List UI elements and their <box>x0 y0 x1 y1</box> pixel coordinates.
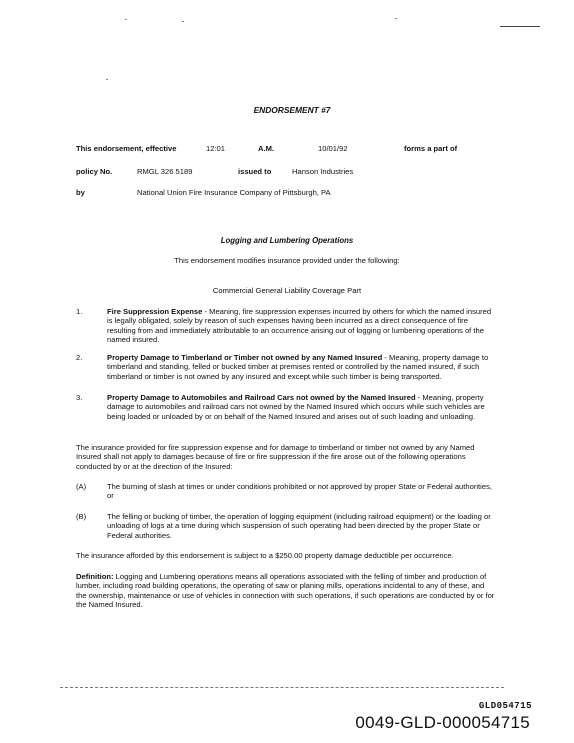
item-text: - Meaning, fire suppression expenses incurred by others for which the named insured is legally obligated, solely by reason of such expenses having been incurred as a direct consequence of fire resulting from and immediately attributable to an occurrence arising out of logging or lumbering operations of the named insured. <box>107 307 492 345</box>
item-timberland-damage <box>107 353 497 381</box>
item-automobile-damage <box>107 393 497 421</box>
definition-label: Definition: <box>76 572 114 581</box>
item-fire-suppression <box>107 307 497 345</box>
effective-label: This endorsement, effective <box>76 144 177 153</box>
item-heading: Property Damage to Automobiles and Railroad Cars not owned by the Named Insured <box>107 393 416 402</box>
scan-speck <box>125 19 127 20</box>
forms-part-label: forms a part of <box>404 144 458 153</box>
policy-number: RMGL 326 5189 <box>137 167 193 176</box>
scan-speck <box>106 79 108 80</box>
item-heading: Fire Suppression Expense <box>107 307 203 316</box>
item-number: 2. <box>76 353 83 362</box>
deductible-paragraph: The insurance afforded by this endorsement is subject to a $250.00 property damage deductible per occurrence. <box>76 551 454 560</box>
item-text: - Meaning, property damage to timberland and standing, felled or bucked timber at premises rented or controlled by the named insured, if such timberland or timber is not owned by any insured and except while such timber is being transported. <box>107 353 489 381</box>
scan-speck <box>395 18 397 19</box>
insurance-exclusion-paragraph: The insurance provided for fire suppression expense and for damage to timberland or timber not owned by any Named Insured shall not apply to damages because of fire or fire suppression if the fire arose out of the following operations conducted by or at the direction of the Insured: <box>76 443 475 471</box>
item-number: 3. <box>76 393 83 402</box>
subitem-label: (B) <box>76 512 87 521</box>
policy-label: policy No. <box>76 167 113 176</box>
coverage-part: Commercial General Liability Coverage Part <box>212 286 362 295</box>
definition-paragraph <box>76 572 496 610</box>
issued-to-label: issued to <box>238 167 272 176</box>
item-text: - Meaning, property damage to automobiles and railroad cars not owned by the Named Insured which occurs while such vehicles are being loaded or unloaded by or on behalf of the Named Insured and arises out of such loading and unloading. <box>107 393 485 421</box>
bates-stamp-small: GLD054715 <box>478 701 532 711</box>
section-title: Logging and Lumbering Operations <box>220 236 354 245</box>
effective-date: 10/01/92 <box>318 144 348 153</box>
top-edge-mark <box>500 26 540 27</box>
definition-text: Logging and Lumbering operations means all operations associated with the felling of timber and production of lumber, including road building operations, the operating of saw or planing mills, operations incidental to any of these, and the ownership, maintenance or use of vehicles in connection with such operations, if such operations are conducted by or for the Named Insured. <box>76 572 495 610</box>
subitem-timber-felling: The felling or bucking of timber, the operation of logging equipment (including railroad equipment) or the loading or unloading of logs at a time during which suspension of such operating had been directed by the proper State or Federal authorities. <box>107 512 491 540</box>
insured-name: Hanson Industries <box>292 167 354 176</box>
subitem-label: (A) <box>76 482 87 491</box>
modifies-statement: This endorsement modifies insurance provided under the following: <box>174 256 400 265</box>
by-label: by <box>76 188 85 197</box>
endorsement-title: ENDORSEMENT #7 <box>253 105 331 115</box>
item-heading: Property Damage to Timberland or Timber not owned by any Named Insured <box>107 353 383 362</box>
bottom-scan-rule <box>60 687 504 688</box>
subitem-slash-burning: The burning of slash at times or under conditions prohibited or not approved by proper State or Federal authorities, or <box>107 482 492 501</box>
bates-stamp-large: 0049-GLD-000054715 <box>355 713 530 732</box>
am-label: A.M. <box>258 144 275 153</box>
effective-time: 12:01 <box>206 144 226 153</box>
scan-speck <box>182 21 184 22</box>
insurer-name: National Union Fire Insurance Company of Pittsburgh, PA <box>137 188 331 197</box>
item-number: 1. <box>76 307 83 316</box>
